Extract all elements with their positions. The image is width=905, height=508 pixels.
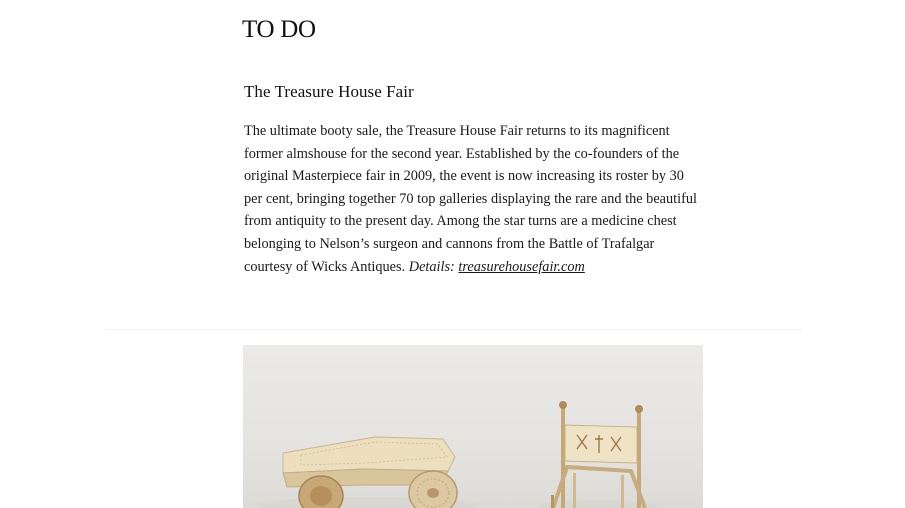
article-body-text: The ultimate booty sale, the Treasure House Fair returns to its magnificent former almshouse for the second year. Established by the co-founders of the original Masterpiece fair in 2009, the event is now increasing its roster by 30 per cent, bringing together 70 top galleries displaying the rare and the beautiful from antiquity to the present day. Among the star turns are a medicine chest belonging to Nelson’s surgeon and cannons from the Battle of Trafalgar courtesy of Wicks Antiques. [244,123,697,275]
article-body [244,120,704,278]
article-title: The Treasure House Fair [244,82,414,101]
details-label: Details: [408,258,455,275]
section-divider [106,329,801,330]
antique-furniture-illustration [243,345,703,508]
details-link[interactable]: treasurehousefair.com [458,258,585,275]
article-photo [243,345,703,508]
section-heading: TO DO [242,16,316,43]
